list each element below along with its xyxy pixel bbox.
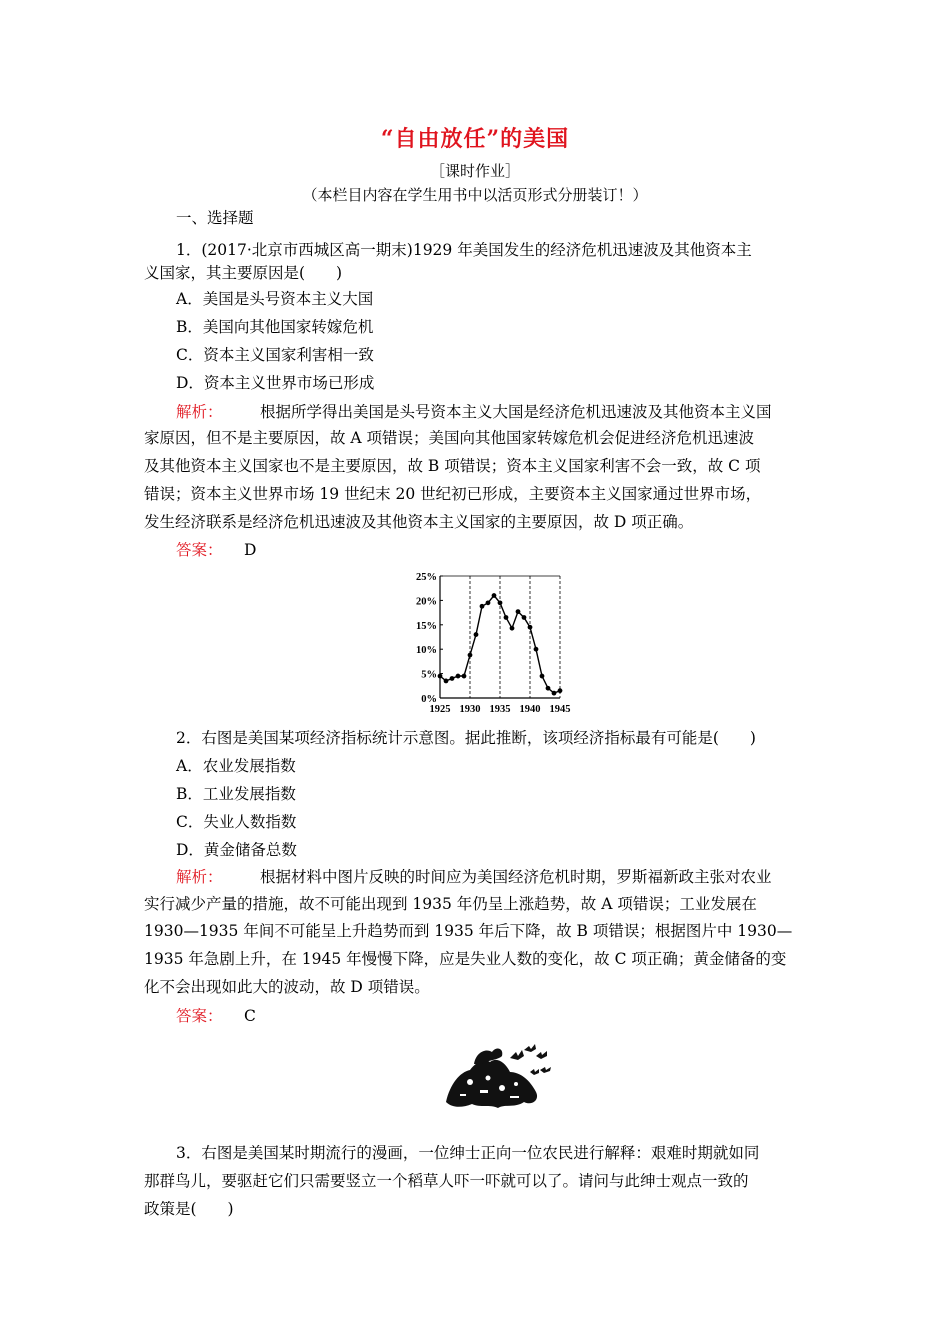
q2-analysis-line: 1935 年急剧上升，在 1945 年慢慢下降，应是失业人数的变化，故 C 项正确；黄金储备的变 bbox=[144, 950, 787, 968]
y-tick-label: 10% bbox=[416, 645, 437, 657]
data-point bbox=[558, 688, 563, 693]
data-point bbox=[462, 674, 467, 679]
data-point bbox=[456, 674, 461, 679]
q1-stem-line1: 1．(2017·北京市西城区高一期末)1929 年美国发生的经济危机迅速波及其他资本主 bbox=[176, 241, 752, 259]
q1-option-d: D．资本主义世界市场已形成 bbox=[176, 374, 375, 392]
data-point bbox=[498, 600, 503, 605]
q1-analysis-line: 根据所学得出美国是头号资本主义大国是经济危机迅速波及其他资本主义国 bbox=[260, 403, 772, 421]
page-note: （本栏目内容在学生用书中以活页形式分册装订！） bbox=[302, 186, 648, 204]
data-point bbox=[540, 674, 545, 679]
data-point bbox=[552, 691, 557, 696]
q2-analysis-line: 实行减少产量的措施，故不可能出现到 1935 年仍呈上涨趋势，故 A 项错误；工业发展在 bbox=[144, 895, 757, 913]
q1-analysis-line: 及其他资本主义国家也不是主要原因，故 B 项错误；资本主义国家利害不会一致，故 C 项 bbox=[144, 457, 761, 475]
data-point bbox=[480, 604, 485, 609]
q2-answer-label: 答案： bbox=[176, 1007, 223, 1025]
q2-option-b: B．工业发展指数 bbox=[176, 785, 296, 803]
unemployment-line-chart bbox=[405, 566, 585, 718]
cartoon-illustration bbox=[440, 1042, 555, 1110]
q2-option-d: D．黄金储备总数 bbox=[176, 841, 297, 859]
q1-analysis-line: 发生经济联系是经济危机迅速波及其他资本主义国家的主要原因，故 D 项正确。 bbox=[144, 513, 694, 531]
q2-analysis-line: 化不会出现如此大的波动，故 D 项错误。 bbox=[144, 978, 430, 996]
data-point bbox=[444, 679, 449, 684]
x-tick-label: 1925 bbox=[429, 704, 451, 715]
data-point bbox=[534, 647, 539, 652]
q1-answer: D bbox=[244, 541, 257, 559]
data-point bbox=[438, 674, 443, 679]
q2-analysis-label: 解析： bbox=[176, 868, 223, 886]
y-tick-label: 5% bbox=[421, 669, 437, 681]
q3-stem-line: 政策是( ) bbox=[144, 1200, 234, 1218]
q2-option-a: A．农业发展指数 bbox=[176, 757, 296, 775]
data-point bbox=[492, 593, 497, 598]
x-tick-label: 1935 bbox=[489, 704, 511, 715]
q2-analysis-line: 根据材料中图片反映的时间应为美国经济危机时期，罗斯福新政主张对农业 bbox=[260, 868, 772, 886]
y-tick-label: 25% bbox=[416, 572, 437, 583]
q3-stem-line: 3．右图是美国某时期流行的漫画，一位绅士正向一位农民进行解释：艰难时期就如同 bbox=[176, 1144, 760, 1162]
q2-option-c: C．失业人数指数 bbox=[176, 813, 297, 831]
y-tick-label: 0% bbox=[421, 694, 437, 705]
data-point bbox=[504, 615, 509, 620]
data-point bbox=[510, 626, 515, 631]
q1-analysis-line: 错误；资本主义世界市场 19 世纪末 20 世纪初已形成，主要资本主义国家通过世界市场， bbox=[144, 485, 762, 503]
x-tick-label: 1940 bbox=[519, 704, 541, 715]
y-tick-label: 20% bbox=[416, 596, 437, 608]
q3-stem-line: 那群鸟儿，要驱赶它们只需要竖立一个稻草人吓一吓就可以了。请问与此绅士观点一致的 bbox=[144, 1172, 749, 1190]
data-point bbox=[486, 600, 491, 605]
x-tick-label: 1930 bbox=[459, 704, 481, 715]
x-tick-label: 1945 bbox=[549, 704, 571, 715]
page-subtitle: ［课时作业］ bbox=[429, 162, 520, 180]
q2-analysis-line: 1930—1935 年间不可能呈上升趋势而到 1935 年后下降，故 B 项错误；根据图片中 1930— bbox=[144, 922, 793, 940]
data-point bbox=[474, 632, 479, 637]
data-point bbox=[516, 609, 521, 614]
page-title: “自由放任”的美国 bbox=[380, 126, 570, 152]
data-point bbox=[450, 676, 455, 681]
q1-analysis-line: 家原因，但不是主要原因，故 A 项错误；美国向其他国家转嫁危机会促进经济危机迅速波 bbox=[144, 429, 755, 447]
data-point bbox=[522, 615, 527, 620]
q1-option-a: A．美国是头号资本主义大国 bbox=[176, 290, 374, 308]
data-point bbox=[546, 686, 551, 691]
q1-option-b: B．美国向其他国家转嫁危机 bbox=[176, 318, 374, 336]
y-tick-label: 15% bbox=[416, 620, 437, 632]
q2-answer: C bbox=[244, 1007, 256, 1025]
q1-stem-line2: 义国家，其主要原因是( ) bbox=[144, 264, 343, 282]
section-heading: 一、选择题 bbox=[176, 209, 254, 227]
data-point bbox=[528, 625, 533, 630]
q1-analysis-label: 解析： bbox=[176, 403, 223, 421]
q1-answer-label: 答案： bbox=[176, 541, 223, 559]
q1-option-c: C．资本主义国家利害相一致 bbox=[176, 346, 374, 364]
data-point bbox=[468, 653, 473, 658]
q2-stem: 2．右图是美国某项经济指标统计示意图。据此推断，该项经济指标最有可能是( ) bbox=[176, 729, 756, 747]
